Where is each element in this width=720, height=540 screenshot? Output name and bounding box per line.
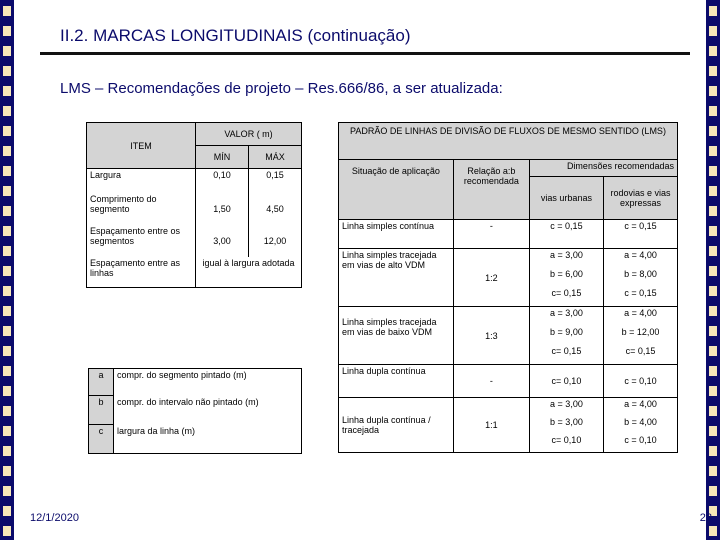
urbanas-cell: b = 3,00 <box>529 416 603 434</box>
film-hole-decoration <box>709 426 717 436</box>
film-hole-decoration <box>709 346 717 356</box>
rodovias-cell: c = 0,10 <box>603 365 677 398</box>
slide-subtitle: LMS – Recomendações de projeto – Res.666/86, a ser atualizada: <box>60 80 503 97</box>
film-hole-decoration <box>3 86 11 96</box>
col-relacao: Relação a:b recomendada <box>453 160 529 220</box>
lms-table <box>338 122 678 453</box>
film-hole-decoration <box>3 426 11 436</box>
relacao-cell: 1:3 <box>453 307 529 365</box>
film-hole-decoration <box>709 126 717 136</box>
film-hole-decoration <box>3 6 11 16</box>
item-header: ITEM <box>87 123 196 169</box>
situacao-cell: Linha simples tracejada em vias de baixo VDM <box>339 307 454 365</box>
legend-key: c <box>89 425 114 454</box>
footer-date: 12/1/2020 <box>30 512 79 524</box>
film-hole-decoration <box>709 86 717 96</box>
film-hole-decoration <box>3 206 11 216</box>
rodovias-cell: c = 0,10 <box>603 434 677 453</box>
film-hole-decoration <box>709 446 717 456</box>
legend-text: compr. do segmento pintado (m) <box>114 369 302 396</box>
film-hole-decoration <box>3 186 11 196</box>
urbanas-cell: b = 9,00 <box>529 326 603 345</box>
film-hole-decoration <box>3 26 11 36</box>
situacao-cell: Linha dupla contínua <box>339 365 454 398</box>
row-max: 0,15 <box>249 169 302 194</box>
col-rodovias: rodovias e vias expressas <box>603 177 677 220</box>
film-hole-decoration <box>3 386 11 396</box>
legend-table <box>88 368 302 454</box>
rodovias-cell: a = 4,00 <box>603 398 677 417</box>
legend-text: largura da linha (m) <box>114 425 302 454</box>
film-hole-decoration <box>3 126 11 136</box>
row-value: igual à largura adotada <box>196 257 302 288</box>
row-label: Largura <box>87 169 196 194</box>
film-hole-decoration <box>709 226 717 236</box>
film-hole-decoration <box>3 106 11 116</box>
legend-key: a <box>89 369 114 396</box>
row-max: 4,50 <box>249 193 302 225</box>
film-hole-decoration <box>709 6 717 16</box>
valor-header: VALOR ( m) <box>196 123 302 146</box>
rodovias-cell: b = 8,00 <box>603 268 677 287</box>
relacao-cell: 1:2 <box>453 249 529 307</box>
urbanas-cell: a = 3,00 <box>529 307 603 327</box>
film-hole-decoration <box>3 66 11 76</box>
film-hole-decoration <box>709 406 717 416</box>
film-hole-decoration <box>3 346 11 356</box>
film-hole-decoration <box>709 386 717 396</box>
col-situacao: Situação de aplicação <box>339 160 454 220</box>
row-label: Comprimento do segmento <box>87 193 196 225</box>
situacao-cell: Linha simples contínua <box>339 220 454 249</box>
urbanas-cell: c= 0,10 <box>529 434 603 453</box>
row-label: Espaçamento entre os segmentos <box>87 225 196 257</box>
film-hole-decoration <box>3 246 11 256</box>
relacao-cell: 1:1 <box>453 398 529 453</box>
relacao-cell: - <box>453 365 529 398</box>
film-hole-decoration <box>709 26 717 36</box>
film-hole-decoration <box>3 226 11 236</box>
film-hole-decoration <box>3 466 11 476</box>
film-hole-decoration <box>3 526 11 536</box>
row-max: 12,00 <box>249 225 302 257</box>
film-hole-decoration <box>3 326 11 336</box>
film-hole-decoration <box>3 266 11 276</box>
slide-title: II.2. MARCAS LONGITUDINAIS (continuação) <box>60 26 411 45</box>
film-hole-decoration <box>709 286 717 296</box>
rodovias-cell: c = 0,15 <box>603 220 677 249</box>
film-hole-decoration <box>709 186 717 196</box>
film-hole-decoration <box>3 286 11 296</box>
film-strip-right-decoration <box>706 0 720 540</box>
rodovias-cell: b = 12,00 <box>603 326 677 345</box>
legend-key: b <box>89 396 114 425</box>
urbanas-cell: c= 0,15 <box>529 345 603 365</box>
film-hole-decoration <box>709 266 717 276</box>
film-hole-decoration <box>709 486 717 496</box>
film-hole-decoration <box>3 406 11 416</box>
film-hole-decoration <box>3 166 11 176</box>
page-number: 28 <box>699 512 712 524</box>
situacao-cell: Linha dupla contínua / tracejada <box>339 398 454 453</box>
values-table <box>86 122 302 288</box>
situacao-cell: Linha simples tracejada em vias de alto VDM <box>339 249 454 307</box>
film-hole-decoration <box>709 206 717 216</box>
row-label: Espaçamento entre as linhas <box>87 257 196 288</box>
urbanas-cell: c= 0,15 <box>529 287 603 307</box>
film-hole-decoration <box>709 306 717 316</box>
film-hole-decoration <box>3 306 11 316</box>
film-hole-decoration <box>709 146 717 156</box>
film-hole-decoration <box>709 246 717 256</box>
film-hole-decoration <box>3 146 11 156</box>
film-hole-decoration <box>709 106 717 116</box>
legend-text: compr. do intervalo não pintado (m) <box>114 396 302 425</box>
row-min: 3,00 <box>196 225 249 257</box>
film-hole-decoration <box>709 466 717 476</box>
row-min: 0,10 <box>196 169 249 194</box>
film-hole-decoration <box>3 366 11 376</box>
lms-title: PADRÃO DE LINHAS DE DIVISÃO DE FLUXOS DE MESMO SENTIDO (LMS) <box>339 123 678 160</box>
film-hole-decoration <box>3 46 11 56</box>
title-divider <box>40 52 690 55</box>
dims-header: Dimensões recomendadas <box>529 160 677 177</box>
urbanas-cell: a = 3,00 <box>529 249 603 269</box>
film-hole-decoration <box>3 506 11 516</box>
min-header: MÍN <box>196 146 249 169</box>
urbanas-cell: b = 6,00 <box>529 268 603 287</box>
urbanas-cell: c = 0,15 <box>529 220 603 249</box>
film-strip-left-decoration <box>0 0 14 540</box>
film-hole-decoration <box>709 526 717 536</box>
rodovias-cell: a = 4,00 <box>603 249 677 269</box>
col-urbanas: vias urbanas <box>529 177 603 220</box>
urbanas-cell: a = 3,00 <box>529 398 603 417</box>
rodovias-cell: b = 4,00 <box>603 416 677 434</box>
film-hole-decoration <box>709 166 717 176</box>
urbanas-cell: c= 0,10 <box>529 365 603 398</box>
rodovias-cell: c= 0,15 <box>603 345 677 365</box>
film-hole-decoration <box>709 46 717 56</box>
row-min: 1,50 <box>196 193 249 225</box>
rodovias-cell: c = 0,15 <box>603 287 677 307</box>
film-hole-decoration <box>709 66 717 76</box>
film-hole-decoration <box>3 446 11 456</box>
film-hole-decoration <box>709 326 717 336</box>
max-header: MÁX <box>249 146 302 169</box>
rodovias-cell: a = 4,00 <box>603 307 677 327</box>
relacao-cell: - <box>453 220 529 249</box>
film-hole-decoration <box>3 486 11 496</box>
film-hole-decoration <box>709 366 717 376</box>
